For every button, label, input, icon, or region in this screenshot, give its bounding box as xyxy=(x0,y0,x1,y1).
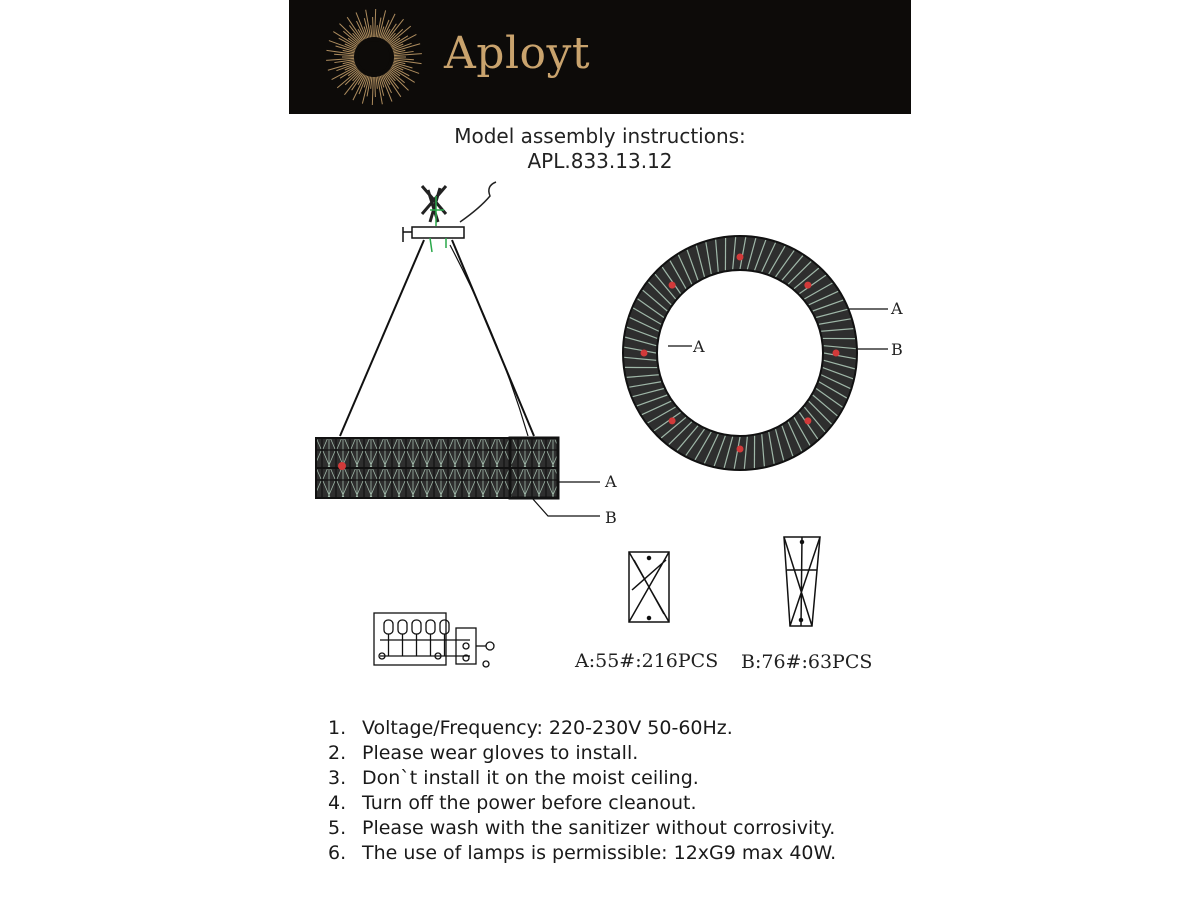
list-item: 6. The use of lamps is permissible: 12xG9 max 40W. xyxy=(328,842,837,864)
ring-label-b: B xyxy=(891,340,903,359)
brand-logo: Aployt xyxy=(444,28,591,79)
side-label-b: B xyxy=(605,508,617,527)
page-title: Model assembly instructions: xyxy=(454,124,746,148)
model-number: APL.833.13.12 xyxy=(527,149,673,173)
crystal-part-b-diagram xyxy=(784,537,820,626)
list-item: 4. Turn off the power before cleanout. xyxy=(328,792,697,814)
ring-label-inner-a: A xyxy=(693,337,705,356)
list-item: 2. Please wear gloves to install. xyxy=(328,742,639,764)
instructions-list xyxy=(328,716,836,866)
ring-label-outer-a: A xyxy=(891,299,903,318)
chandelier-side-view xyxy=(316,438,600,516)
list-item: 5. Please wash with the sanitizer without corrosivity. xyxy=(328,817,836,839)
crystal-part-a-diagram xyxy=(629,552,669,622)
part-b-spec: B:76#:63PCS xyxy=(741,651,873,673)
ceiling-mount xyxy=(403,182,496,252)
suspension-cables xyxy=(340,240,534,436)
side-label-a: A xyxy=(605,472,617,491)
wiring-diagram xyxy=(374,613,494,667)
chandelier-top-view xyxy=(623,236,888,470)
list-item: 1. Voltage/Frequency: 220-230V 50-60Hz. xyxy=(328,717,733,739)
list-item: 3. Don`t install it on the moist ceiling. xyxy=(328,767,699,789)
part-a-spec: A:55#:216PCS xyxy=(575,650,719,672)
